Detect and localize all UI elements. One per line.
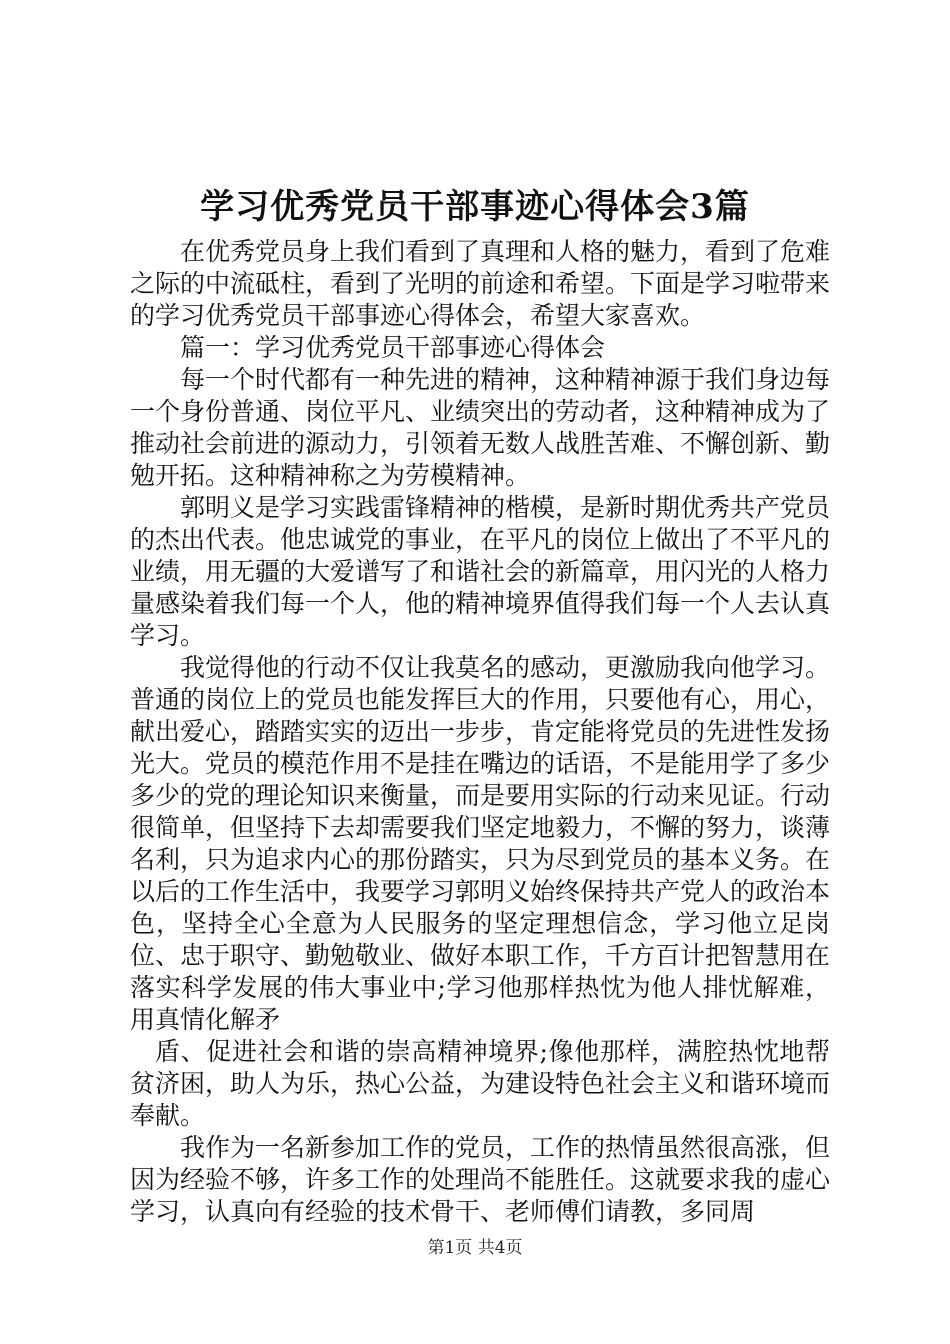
document-title: 学习优秀党员干部事迹心得体会3篇: [200, 186, 750, 227]
page-number: 第1页 共4页: [427, 1238, 523, 1258]
document-body: [130, 236, 830, 1228]
paragraph-intro: 在优秀党员身上我们看到了真理和人格的魅力，看到了危难之际的中流砥柱，看到了光明的前途和希望。下面是学习啦带来的学习优秀党员干部事迹心得体会，希望大家喜欢。: [130, 237, 831, 330]
paragraph-continuation: 盾、促进社会和谐的崇高精神境界;像他那样，满腔热忱地帮贫济困，助人为乐，热心公益，为建设特色社会主义和谐环境而奉献。: [130, 1037, 831, 1130]
section-heading: 篇一：学习优秀党员干部事迹心得体会: [180, 333, 606, 362]
paragraph: 郭明义是学习实践雷锋精神的楷模，是新时期优秀共产党员的杰出代表。他忠诚党的事业，在平凡的岗位上做出了不平凡的业绩，用无疆的大爱谱写了和谐社会的新篇章，用闪光的人格力量感染着我们每一个人，他的精神境界值得我们每一个人去认真学习。: [130, 493, 831, 650]
paragraph: 我作为一名新参加工作的党员，工作的热情虽然很高涨，但因为经验不够，许多工作的处理尚不能胜任。这就要求我的虚心学习，认真向有经验的技术骨干、老师傅们请教，多同周: [130, 1133, 831, 1226]
paragraph: 每一个时代都有一种先进的精神，这种精神源于我们身边每一个身份普通、岗位平凡、业绩突出的劳动者，这种精神成为了推动社会前进的源动力，引领着无数人战胜苦难、不懈创新、勤勉开拓。这种精神称之为劳模精神。: [130, 365, 831, 490]
paragraph: 我觉得他的行动不仅让我莫名的感动，更激励我向他学习。普通的岗位上的党员也能发挥巨大的作用，只要他有心，用心，献出爱心，踏踏实实的迈出一步步，肯定能将党员的先进性发扬光大。党员的模范作用不是挂在嘴边的话语，不是能用学了多少多少的党的理论知识来衡量，而是要用实际的行动来见证。行动很简单，但坚持下去却需要我们坚定地毅力，不懈的努力，谈薄名利，只为追求内心的那份踏实，只为尽到党员的基本义务。在以后的工作生活中，我要学习郭明义始终保持共产党人的政治本色，坚持全心全意为人民服务的坚定理想信念，学习他立足岗位、忠于职守、勤勉敬业、做好本职工作，千方百计把智慧用在落实科学发展的伟大事业中;学习他那样热忱为他人排忧解难，用真情化解矛: [130, 653, 831, 1034]
